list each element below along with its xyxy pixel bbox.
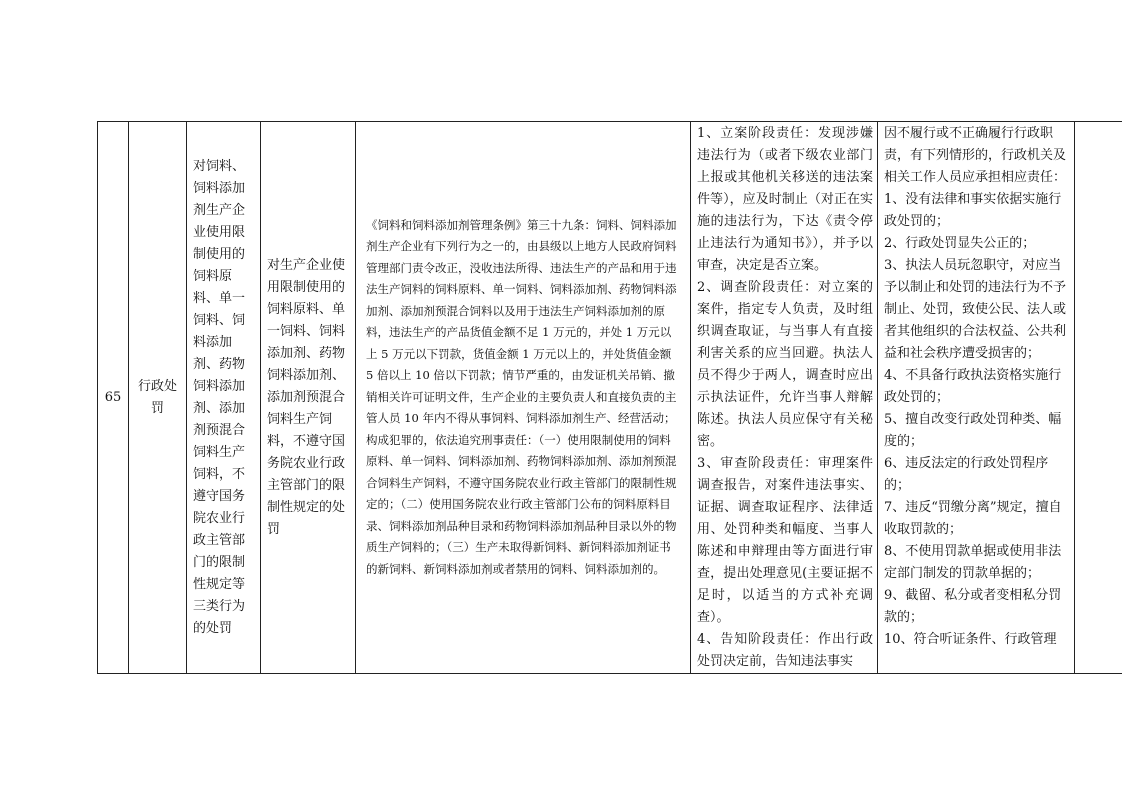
power-category: 行政处罚	[129, 122, 187, 674]
accountability-item: 7、违反“罚缴分离”规定，擅自收取罚款的；	[884, 500, 1062, 537]
accountability-item: 10、符合听证条件、行政管理	[884, 632, 1057, 647]
accountability-item: 1、没有法律和事实依据实施行政处罚的；	[884, 192, 1062, 229]
responsibility-cell	[691, 122, 878, 674]
accountability-item: 9、截留、私分或者变相私分罚款的；	[884, 588, 1062, 625]
accountability-cell	[878, 122, 1075, 674]
accountability-item: 6、违反法定的行政处罚程序的；	[884, 456, 1049, 493]
accountability-item: 2、行政处罚显失公正的；	[884, 236, 1036, 251]
responsibility-item: 4、告知阶段责任：作出行政处罚决定前，告知违法事实	[697, 632, 873, 669]
table-row	[98, 122, 1122, 674]
accountability-item: 8、不使用罚款单据或使用非法定部门制发的罚款单据的；	[884, 544, 1062, 581]
accountability-item: 因不履行或不正确履行行政职责，有下列情形的，行政机关及相关工作人员应承担相应责任：	[884, 126, 1067, 185]
responsibility-item: 2、调查阶段责任：对立案的案件，指定专人负责，及时组织调查取证，与当事人有直接利害关系的应当回避。执法人员不得少于两人，调查时应出示执法证件，允许当事人辩解陈述。执法人员应保守有关秘密。	[697, 280, 873, 449]
accountability-item: 4、不具备行政执法资格实施行政处罚的；	[884, 368, 1062, 405]
responsibility-item: 1、立案阶段责任：发现涉嫌违法行为（或者下级农业部门上报或其他机关移送的违法案件等），应及时制止（对正在实施的违法行为，下达《责令停止违法行为通知书》），并予以审查，决定是否立案。	[697, 126, 873, 273]
legal-basis: 《饲料和饲料添加剂管理条例》第三十九条：饲料、饲料添加剂生产企业有下列行为之一的，由县级以上地方人民政府饲料管理部门责令改正，没收违法所得、违法生产的产品和用于违法生产饲料的饲料原料、单一饲料、饲料添加剂、药物饲料添加剂、添加剂预混合饲料以及用于违法生产饲料添加剂的原料，违法生产的产品货值金额不足 1 万元的，并处 1 万元以上 5 万元以下罚款，货值金额 1 万元以上的，并处货值金额 5 倍以上 10 倍以下罚款；情节严重的，由发证机关吊销、撤销相关许可证明文件，生产企业的主要负责人和直接负责的主管人员 10 年内不得从事饲料、饲料添加剂生产、经营活动；构成犯罪的，依法追究刑事责任：（一）使用限制使用的饲料原料、单一饲料、饲料添加剂、药物饲料添加剂、添加剂预混合饲料生产饲料，不遵守国务院农业行政主管部门的限制性规定的；（二）使用国务院农业行政主管部门公布的饲料原料目录、饲料添加剂品种目录和药物饲料添加剂品种目录以外的物质生产饲料的；（三）生产未取得新饲料、新饲料添加剂证书的新饲料、新饲料添加剂或者禁用的饲料、饲料添加剂的。	[356, 122, 691, 674]
accountability-item: 5、擅自改变行政处罚种类、幅度的；	[884, 412, 1062, 449]
accountability-item: 3、执法人员玩忽职守，对应当予以制止和处罚的违法行为不予制止、处罚，致使公民、法人或者其他组织的合法权益、公共利益和社会秩序遭受损害的；	[884, 258, 1067, 361]
note-cell	[1075, 122, 1122, 674]
sub-item-name: 对生产企业使用限制使用的饲料原料、单一饲料、饲料添加剂、药物饲料添加剂、添加剂预混合饲料生产饲料，不遵守国务院农业行政主管部门的限制性规定的处罚	[261, 122, 356, 674]
item-name: 对饲料、饲料添加剂生产企业使用限制使用的饲料原料、单一饲料、饲料添加剂、药物饲料添加剂、添加剂预混合饲料生产饲料，不遵守国务院农业行政主管部门的限制性规定等三类行为的处罚	[187, 122, 261, 674]
responsibility-item: 3、审查阶段责任：审理案件调查报告，对案件违法事实、证据、调查取证程序、法律适用、处罚种类和幅度、当事人陈述和申辩理由等方面进行审查，提出处理意见(主要证据不足时，以适当的方式补充调查）。	[697, 456, 873, 625]
row-number: 65	[98, 122, 129, 674]
power-list-table	[97, 121, 1122, 674]
